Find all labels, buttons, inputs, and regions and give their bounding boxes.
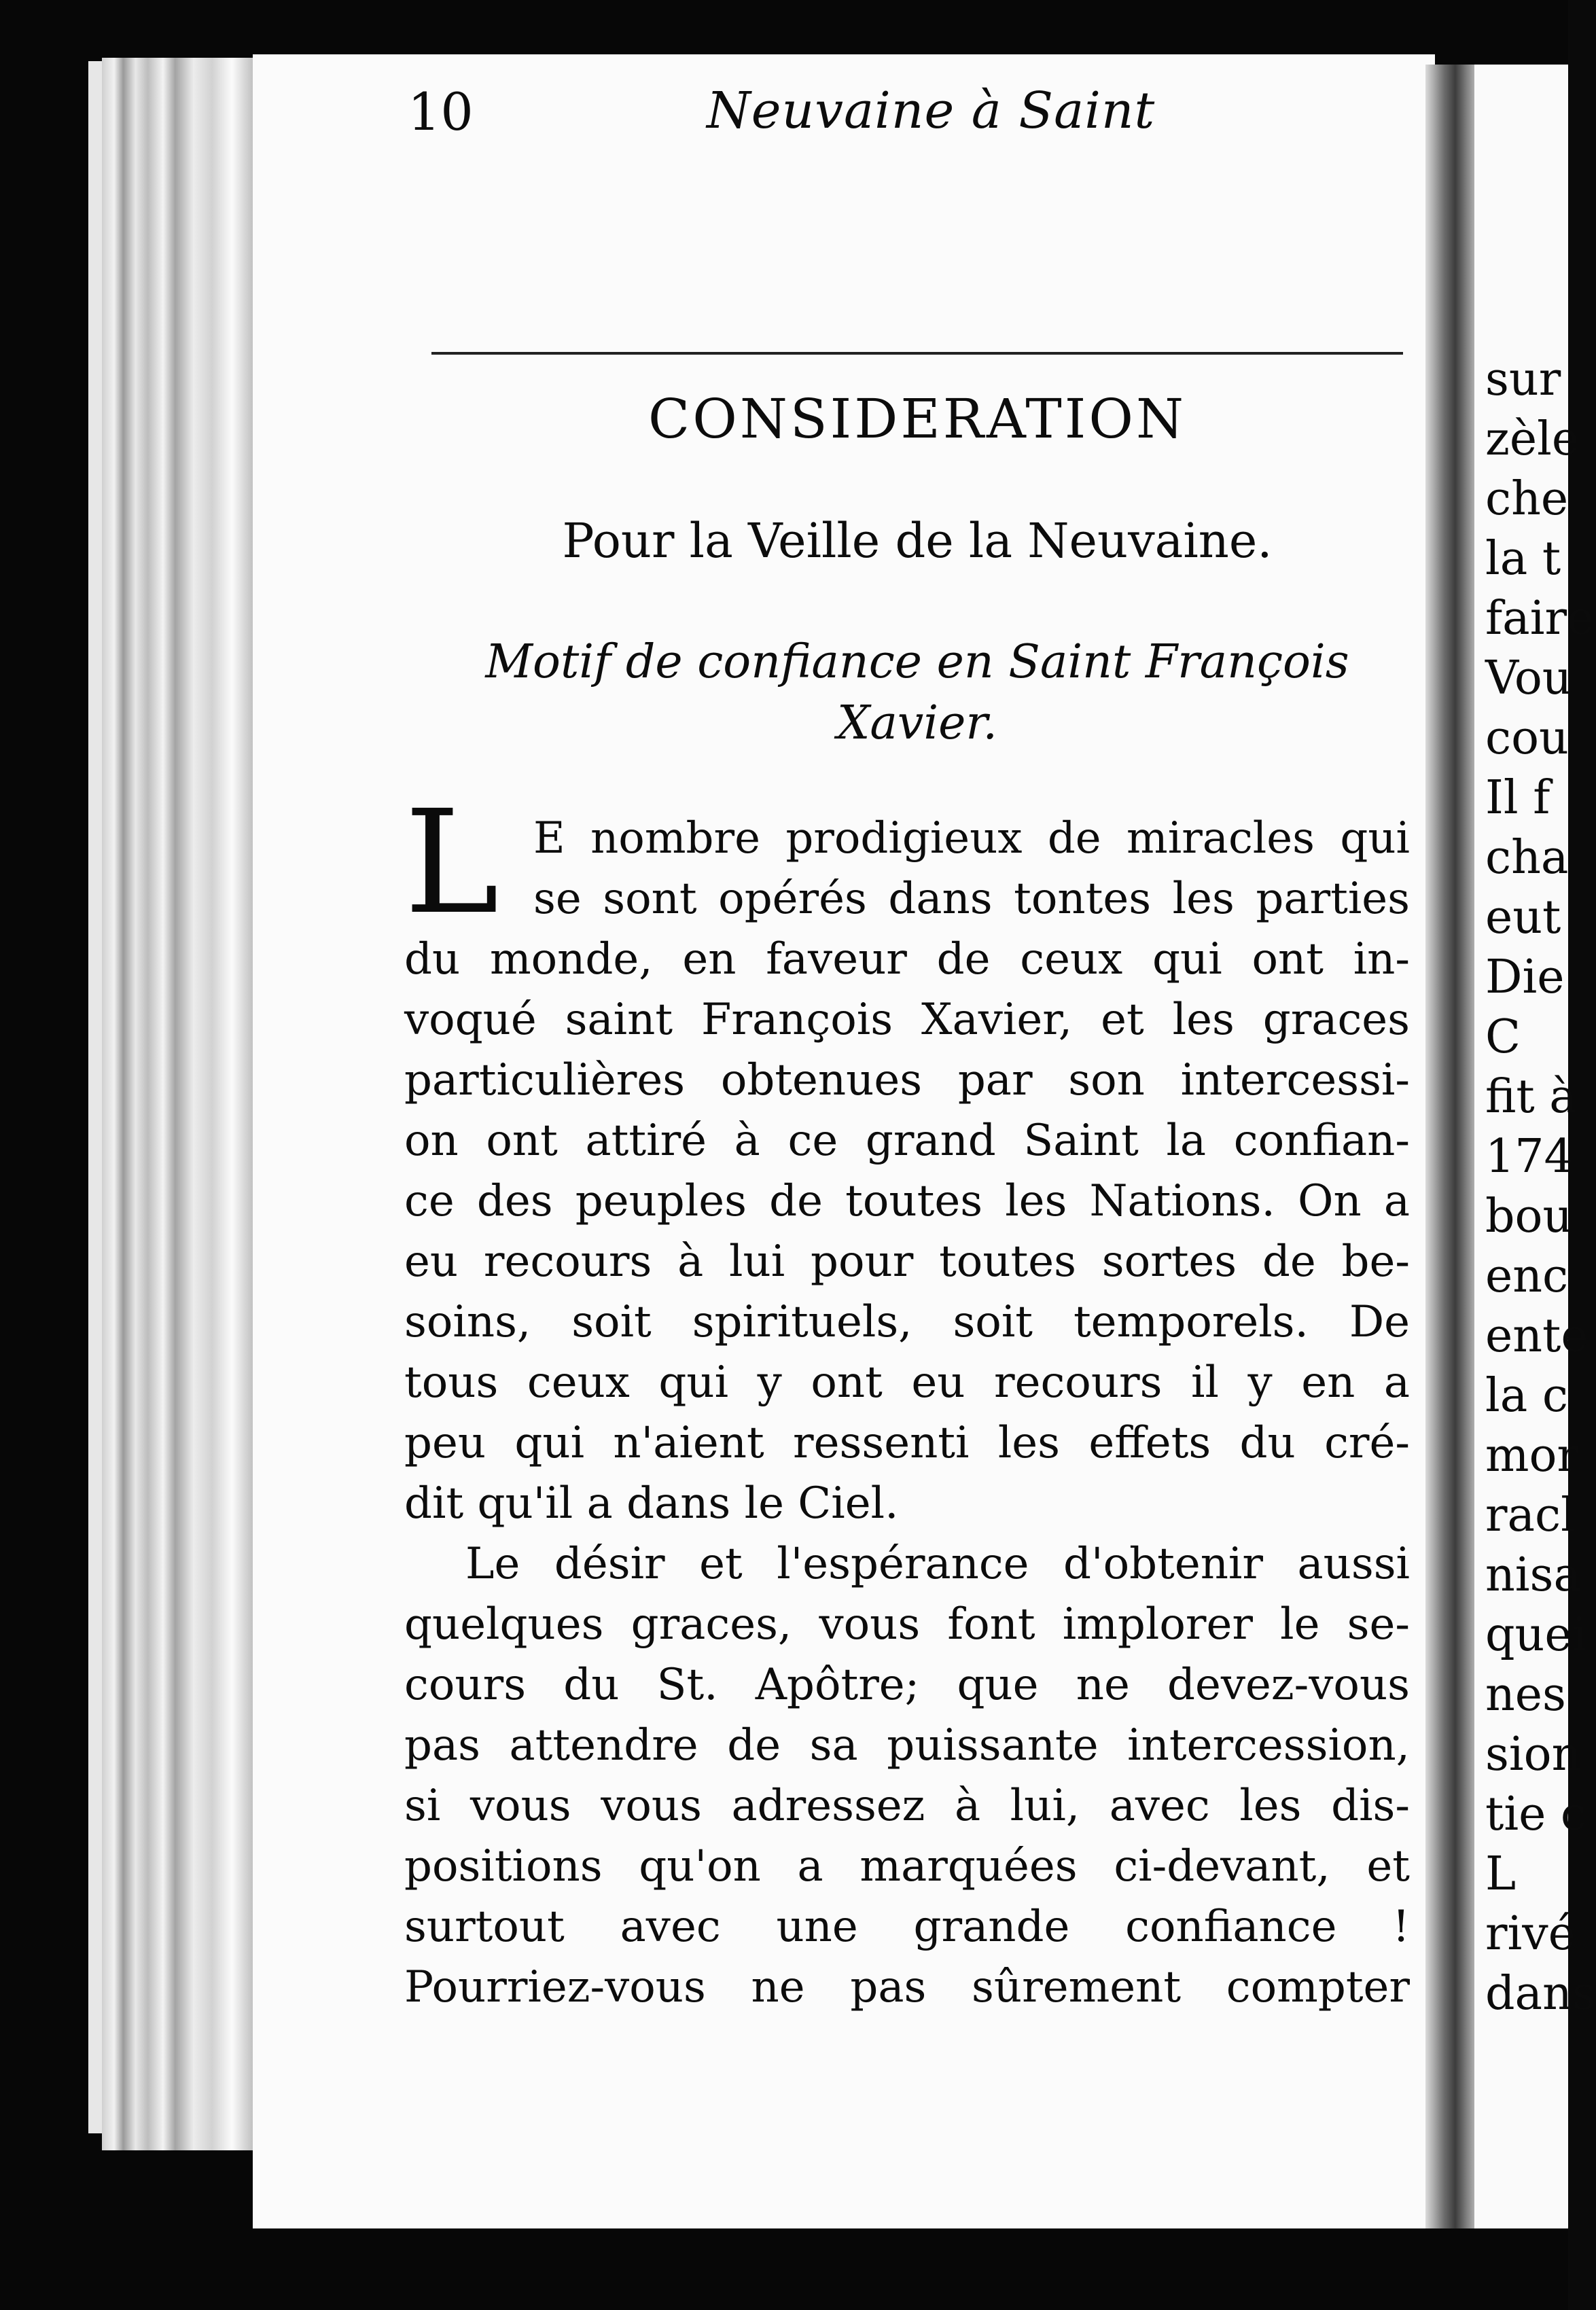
facing-line: faire — [1485, 592, 1595, 645]
facing-line: la c — [1485, 1369, 1568, 1423]
text-line: si vous vous adressez à lui, avec les dis- — [404, 1781, 1410, 1831]
text-line: surtout avec une grande confiance ! — [404, 1902, 1410, 1952]
motif-line: Motif de confiance en Saint François — [485, 635, 1349, 689]
page-number: 10 — [408, 82, 474, 142]
facing-line: tie c — [1485, 1788, 1587, 1841]
facing-line: enc — [1485, 1249, 1569, 1303]
facing-line: 174 — [1485, 1130, 1574, 1184]
running-head — [408, 82, 1413, 143]
facing-line: cou — [1485, 711, 1569, 765]
running-head-title: Neuvaine à Saint — [707, 82, 1156, 140]
text-line: quelques graces, vous font implorer le se- — [404, 1599, 1410, 1650]
header-rule — [431, 352, 1403, 355]
section-subtitle: Pour la Veille de la Neuvaine. — [562, 513, 1273, 569]
text-line: tous ceux qui y ont eu recours il y en a — [404, 1357, 1410, 1408]
facing-line: cha — [1485, 831, 1569, 885]
text-line: eu recours à lui pour toutes sortes de be- — [404, 1237, 1410, 1287]
motif-line: Xavier. — [836, 696, 997, 750]
facing-line: nisa — [1485, 1548, 1581, 1602]
facing-line: bou — [1485, 1190, 1573, 1243]
text-line: positions qu'on a marquées ci-devant, et — [404, 1841, 1410, 1891]
text-line: dit qu'il a dans le Ciel. — [404, 1478, 899, 1529]
facing-line: nes — [1485, 1668, 1566, 1722]
facing-line: zèle — [1485, 412, 1580, 466]
facing-line: che — [1485, 472, 1569, 526]
facing-line: sion — [1485, 1728, 1582, 1781]
text-line: on ont attiré à ce grand Saint la confian- — [404, 1116, 1410, 1166]
facing-page — [1474, 65, 1596, 2228]
facing-line: C — [1485, 1010, 1521, 1064]
text-line: ce des peuples de toutes les Nations. On a — [404, 1176, 1410, 1226]
text-line: pas attendre de sa puissante intercession, — [404, 1720, 1410, 1771]
facing-line: la t — [1485, 532, 1561, 586]
text-line: peu qui n'aient ressenti les effets du cré- — [404, 1418, 1410, 1468]
facing-line: Die — [1485, 950, 1565, 1004]
facing-line: fit à — [1485, 1070, 1577, 1124]
facing-line: L — [1485, 1847, 1517, 1901]
text-line: soins, soit spirituels, soit temporels. De — [404, 1297, 1410, 1347]
text-line: du monde, en faveur de ceux qui ont in- — [404, 934, 1410, 984]
facing-line: eut — [1485, 891, 1561, 944]
text-line: Le désir et l'espérance d'obtenir aussi — [465, 1539, 1410, 1589]
text-line: voqué saint François Xavier, et les graces — [404, 995, 1410, 1045]
drop-cap: L — [404, 779, 499, 946]
book-gutter — [1425, 65, 1480, 2228]
stacked-page-edges — [102, 58, 255, 2150]
text-line: se sont opérés dans tontes les parties — [533, 874, 1410, 924]
facing-line: dans — [1485, 1967, 1596, 2021]
facing-line: ente — [1485, 1309, 1589, 1363]
motif-heading — [428, 632, 1406, 754]
facing-line: mor — [1485, 1429, 1579, 1482]
body-text — [404, 808, 1410, 2018]
facing-line: sur — [1485, 353, 1561, 406]
facing-line: quei — [1485, 1608, 1587, 1662]
section-title: CONSIDERATION — [648, 387, 1186, 450]
facing-line: rivé — [1485, 1907, 1576, 1961]
facing-line: Vou — [1485, 652, 1572, 705]
facing-line: racl — [1485, 1489, 1576, 1542]
facing-line: Il f — [1485, 771, 1550, 825]
text-line: Pourriez-vous ne pas sûrement compter — [404, 1962, 1410, 2012]
text-line: E nombre prodigieux de miracles qui — [533, 813, 1410, 864]
text-line: cours du St. Apôtre; que ne devez-vous — [404, 1660, 1410, 1710]
text-line: particulières obtenues par son intercessi- — [404, 1055, 1410, 1105]
